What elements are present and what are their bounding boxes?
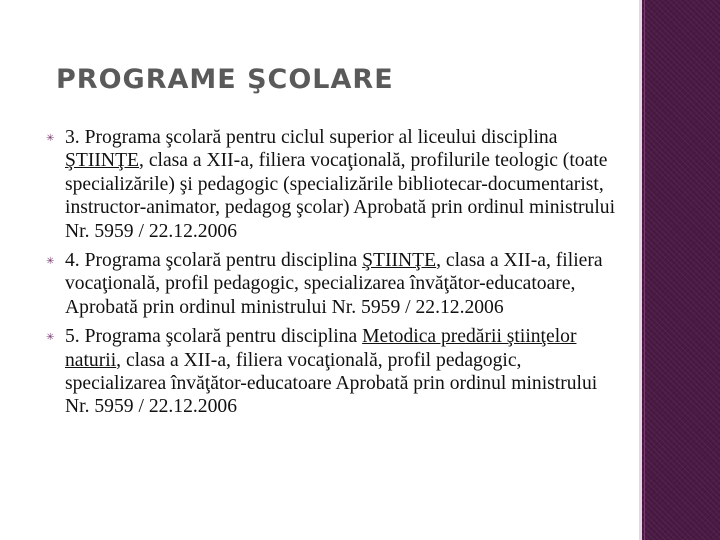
text-segment: 4. Programa şcolară pentru disciplina <box>65 250 363 272</box>
list-item-text <box>65 127 615 242</box>
slide-title: PROGRAME ŞCOLARE <box>56 64 394 95</box>
text-segment: 5. Programa şcolară pentru disciplina <box>65 326 363 348</box>
side-panel-line <box>644 0 645 540</box>
bullet-icon: ✳ <box>46 133 55 144</box>
bullet-list <box>40 126 620 425</box>
list-item-text <box>65 326 597 417</box>
bullet-icon: ✳ <box>46 332 55 344</box>
text-segment: , clasa a XII-a, filiera vocaţională, profil pedagogic, specializarea învăţător-educatoare Aprobată prin ordinul ministrului Nr. 5959 / 22.12.2006 <box>65 349 598 418</box>
underlined-subject: Metodica predării ştiinţelor naturii <box>65 326 577 371</box>
underlined-subject: ŞTIINŢE <box>65 150 140 172</box>
bullet-icon: ✳ <box>46 256 55 268</box>
side-decorative-panel <box>642 0 720 540</box>
list-item-text <box>65 250 603 318</box>
text-segment: , clasa a XII-a, filiera vocaţională, profil pedagogic, specializarea învăţător-educatoare, Aprobată prin ordinul ministrului Nr. 5959 / 22.12.2006 <box>65 250 603 318</box>
list-item <box>40 249 620 319</box>
text-segment: , clasa a XII-a, filiera vocaţională, profilurile teologic (toate specializările) şi pedagogic (specializările bibliotecar-documentarist, instructor-animator, pedagog şcolar) Aprobată prin ordinul ministrului Nr. 5959 / 22.12.2006 <box>65 150 616 242</box>
list-item <box>40 126 620 243</box>
underlined-subject: ŞTIINŢE <box>362 250 437 272</box>
text-segment: 3. Programa şcolară pentru ciclul superior al liceului disciplina <box>65 127 558 148</box>
list-item <box>40 325 620 419</box>
